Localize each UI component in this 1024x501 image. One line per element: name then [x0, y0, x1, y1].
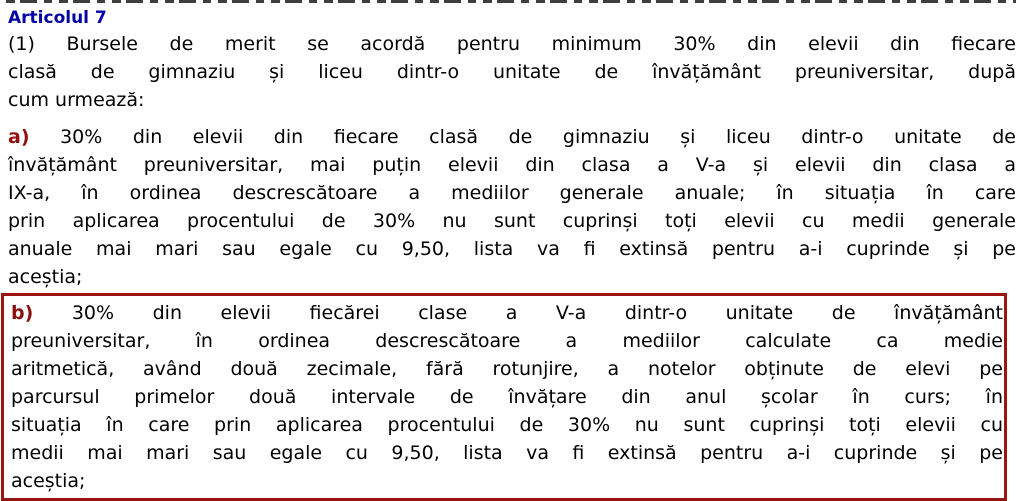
item-b-line: medii mai mari sau egale cu 9,50, lista va fi extinsă pentru a-i cuprinde și pe [11, 442, 1003, 464]
item-b-label: b) [11, 302, 34, 324]
item-a [8, 123, 1016, 291]
item-a-line: aceștia; [8, 266, 83, 288]
item-a-line: prin aplicarea procentului de 30% nu sunt cuprinși toți elevii cu medii generale [8, 210, 1016, 232]
item-b-line: aceștia; [11, 470, 86, 492]
paragraph-1-line: clasă de gimnaziu și liceu dintr-o unitate de învățământ preuniversitar, după [8, 61, 1016, 83]
item-a-line: învățământ preuniversitar, mai puțin elevii din clasa a V-a și elevii din clasa a [8, 154, 1016, 176]
item-b-line: situația în care prin aplicarea procentului de 30% nu sunt cuprinși toți elevii cu [11, 414, 1003, 436]
paragraph-1 [8, 30, 1016, 114]
item-a-line: anuale mai mari sau egale cu 9,50, lista va fi extinsă pentru a-i cuprinde și pe [8, 238, 1016, 260]
item-a-line [8, 123, 1016, 151]
item-b-highlight-box [1, 293, 1007, 501]
item-a-label: a) [8, 126, 30, 148]
item-a-line: IX-a, în ordinea descrescătoare a mediilor generale anuale; în situația în care [8, 182, 1016, 204]
paragraph-1-line: (1) Bursele de merit se acordă pentru minimum 30% din elevii din fiecare [8, 33, 1016, 55]
article-title: Articolul 7 [8, 8, 107, 28]
item-a-text: 30% din elevii din fiecare clasă de gimnaziu și liceu dintr-o unitate de [60, 126, 1016, 148]
item-b-text: 30% din elevii fiecărei clase a V-a dintr-o unitate de învățământ [71, 302, 1003, 324]
item-b-line: parcursul primelor două intervale de învățare din anul școlar în curs; în [11, 386, 1003, 408]
clipped-text-remnant [6, 0, 1016, 3]
paragraph-1-line: cum urmează: [8, 89, 145, 111]
item-b-line: aritmetică, având două zecimale, fără rotunjire, a notelor obținute de elevi pe [11, 358, 1003, 380]
item-b-line [11, 299, 1003, 327]
item-b [11, 299, 1003, 495]
item-b-line: preuniversitar, în ordinea descrescătoare a mediilor calculate ca medie [11, 330, 1003, 352]
